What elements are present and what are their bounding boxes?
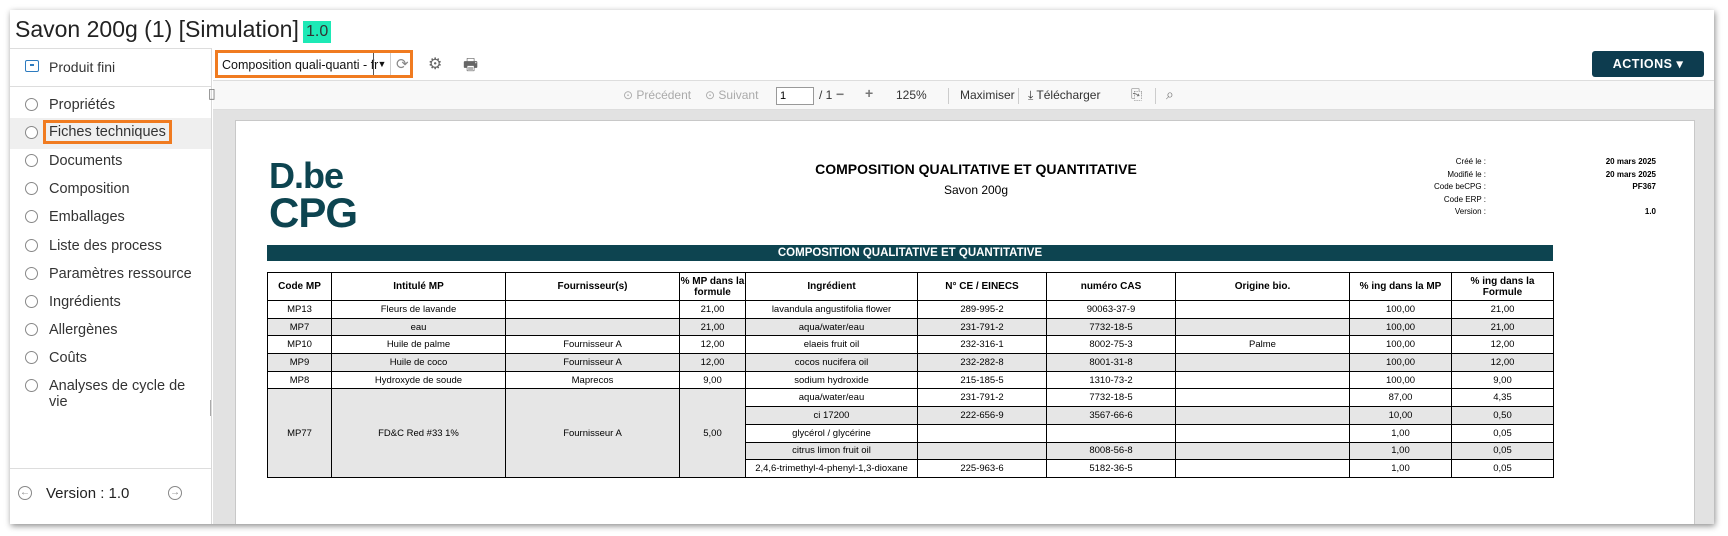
table-header-row [268, 273, 1554, 301]
separator [948, 88, 949, 104]
cell-cas: 7732-18-5 [1047, 318, 1176, 336]
metadata-key: Code ERP : [1443, 194, 1486, 204]
sidebar-item-label: Coûts [49, 349, 87, 366]
maximize-button[interactable]: Maximiser [960, 88, 1015, 102]
column-header: Intitulé MP [332, 273, 506, 301]
cell-ce: 225-963-6 [918, 460, 1047, 478]
metadata-row [1356, 195, 1656, 208]
cell-cas [1047, 424, 1176, 442]
previous-page-button[interactable]: ⊙ Précédent [623, 88, 692, 102]
search-icon[interactable]: ⌕ [1166, 86, 1174, 102]
radio-icon[interactable] [25, 323, 38, 336]
metadata-row [1356, 157, 1656, 170]
gear-icon[interactable]: ⚙ [428, 56, 443, 73]
refresh-icon[interactable]: ⟳ [396, 56, 409, 73]
sidebar-item-label: Paramètres ressource [49, 265, 192, 282]
cell-cas: 8008-56-8 [1047, 442, 1176, 460]
cell-ing: lavandula angustifolia flower [746, 301, 918, 319]
sidebar-item-label: Allergènes [49, 321, 118, 338]
cell-name: Huile de coco [332, 354, 506, 372]
metadata-key: Code beCPG : [1433, 182, 1486, 191]
cell-bio: Palme [1176, 336, 1350, 354]
report-select-value: Composition quali-quanti - fr [222, 58, 379, 72]
cell-cas: 5182-36-5 [1047, 460, 1176, 478]
cell-supplier: Fournisseur A [506, 336, 680, 354]
cell-supplier: Fournisseur A [506, 389, 680, 477]
table-row [268, 301, 1554, 319]
radio-icon[interactable] [25, 182, 38, 195]
separator [1018, 88, 1019, 104]
cell-ce [918, 424, 1047, 442]
cell-ce: 232-282-8 [918, 354, 1047, 372]
sidebar-item[interactable] [10, 202, 211, 233]
cell-ing: aqua/water/eau [746, 389, 918, 407]
metadata-value: PF367 [1632, 182, 1656, 191]
cell-bio [1176, 389, 1350, 407]
sidebar-item-label: Emballages [49, 209, 125, 226]
radio-icon[interactable] [25, 126, 38, 139]
cell-pct-mp: 100,00 [1350, 301, 1452, 319]
logo-line-1: D.be [269, 155, 344, 196]
sidebar-header-label: Produit fini [49, 59, 116, 75]
cell-bio [1176, 424, 1350, 442]
version-badge: 1.0 [303, 21, 331, 43]
radio-icon[interactable] [25, 210, 38, 223]
metadata-key: Créé le : [1455, 157, 1486, 166]
cell-bio [1176, 407, 1350, 425]
cell-pct-mp: 10,00 [1350, 407, 1452, 425]
sidebar-item-label: Analyses de cycle de vie [49, 378, 186, 410]
previous-page-label: Précédent [636, 88, 692, 102]
radio-icon[interactable] [25, 98, 38, 111]
cell-ing: ci 17200 [746, 407, 918, 425]
zoom-out-icon[interactable]: − [836, 86, 845, 102]
cell-cas: 7732-18-5 [1047, 389, 1176, 407]
cell-name: Huile de palme [332, 336, 506, 354]
sidebar-item-label: Fiches techniques [49, 124, 166, 141]
composition-table [267, 272, 1554, 478]
cell-pct-mp: 100,00 [1350, 354, 1452, 372]
metadata-row [1356, 170, 1656, 183]
cell-cas: 1310-73-2 [1047, 371, 1176, 389]
cell-pct-form: 9,00 [1452, 371, 1554, 389]
page-title: Savon 200g (1) [Simulation] [15, 16, 299, 42]
column-header: % ing dans la Formule [1452, 273, 1554, 301]
table-row [268, 318, 1554, 336]
title-bar [10, 10, 1714, 48]
document-viewer[interactable] [213, 110, 1714, 524]
cell-ing: elaeis fruit oil [746, 336, 918, 354]
sidebar [10, 48, 212, 524]
cell-pct: 21,00 [680, 318, 746, 336]
cell-ing: glycérol / glycérine [746, 424, 918, 442]
cell-cas: 3567-66-6 [1047, 407, 1176, 425]
document-page [235, 120, 1695, 524]
sidebar-item-label: Documents [49, 153, 123, 170]
cell-bio [1176, 301, 1350, 319]
cell-supplier: Fournisseur A [506, 354, 680, 372]
table-body [268, 301, 1554, 478]
cell-code: MP10 [268, 336, 332, 354]
radio-icon[interactable] [25, 239, 38, 252]
page-number-input[interactable]: 1 [776, 87, 814, 105]
cell-pct: 21,00 [680, 301, 746, 319]
cell-ing: citrus limon fruit oil [746, 442, 918, 460]
caret-down-icon[interactable]: ▼ [373, 53, 391, 75]
cell-pct-form: 21,00 [1452, 301, 1554, 319]
cell-ce: 231-791-2 [918, 389, 1047, 407]
next-version-icon[interactable]: → [170, 487, 180, 498]
cell-name: eau [332, 318, 506, 336]
cell-ing: cocos nucifera oil [746, 354, 918, 372]
separator [1155, 88, 1156, 104]
report-select[interactable] [215, 50, 413, 78]
next-page-button[interactable]: ⊙ Suivant [705, 88, 759, 102]
column-header: Fournisseur(s) [506, 273, 680, 301]
download-button[interactable]: ⤓ Télécharger [1028, 88, 1101, 102]
cell-code: MP9 [268, 354, 332, 372]
sidebar-footer [10, 468, 211, 524]
page-total: / 1 [819, 88, 833, 102]
cell-supplier: Maprecos [506, 371, 680, 389]
column-header: % MP dans la formule [680, 273, 746, 301]
column-header: % ing dans la MP [1350, 273, 1452, 301]
sidebar-item-label: Propriétés [49, 97, 116, 113]
sidebar-item[interactable] [10, 371, 211, 410]
sidebar-item-label: Composition [49, 181, 130, 198]
cell-ce: 289-995-2 [918, 301, 1047, 319]
toggle-sidebar-icon[interactable]: ▯ [208, 85, 216, 101]
cell-pct-mp: 87,00 [1350, 389, 1452, 407]
cell-pct: 12,00 [680, 354, 746, 372]
previous-version-icon[interactable]: ← [20, 487, 30, 498]
metadata-key: Modifié le : [1447, 169, 1486, 179]
cell-pct-form: 12,00 [1452, 354, 1554, 372]
metadata-value: 20 mars 2025 [1605, 169, 1656, 179]
cell-pct: 9,00 [680, 371, 746, 389]
document-metadata [1356, 157, 1656, 220]
cell-ce: 215-185-5 [918, 371, 1047, 389]
app-window [10, 10, 1714, 524]
sidebar-item[interactable] [10, 146, 211, 177]
sidebar-item[interactable] [10, 231, 211, 262]
metadata-row [1356, 182, 1656, 195]
cell-pct-form: 0,50 [1452, 407, 1554, 425]
sidebar-item-label: Ingrédients [49, 293, 121, 310]
cell-pct-form: 21,00 [1452, 318, 1554, 336]
sidebar-item[interactable] [10, 259, 211, 290]
cell-cas: 8001-31-8 [1047, 354, 1176, 372]
metadata-value: 20 mars 2025 [1605, 157, 1656, 166]
print-icon[interactable]: 🖶 [463, 57, 479, 74]
sidebar-item[interactable] [10, 287, 211, 318]
next-page-label: Suivant [718, 88, 759, 102]
cell-bio [1176, 460, 1350, 478]
cell-pct-mp: 1,00 [1350, 442, 1452, 460]
cell-ing: sodium hydroxide [746, 371, 918, 389]
radio-icon[interactable] [25, 379, 38, 392]
sidebar-header[interactable] [10, 49, 211, 87]
sidebar-item[interactable] [10, 174, 211, 205]
sidebar-item[interactable] [10, 343, 211, 374]
radio-icon[interactable] [25, 267, 38, 280]
version-label: Version : 1.0 [46, 485, 130, 502]
cell-pct-mp: 100,00 [1350, 371, 1452, 389]
sidebar-item-label: Liste des process [49, 237, 162, 254]
cell-pct-form: 0,05 [1452, 460, 1554, 478]
cell-ce [918, 442, 1047, 460]
metadata-value: 1.0 [1644, 207, 1656, 216]
cell-ing: 2,4,6-trimethyl-4-phenyl-1,3-dioxane [746, 460, 918, 478]
metadata-row [1356, 207, 1656, 220]
sidebar-item[interactable] [10, 118, 211, 149]
cell-supplier [506, 301, 680, 319]
cell-pct-form: 0,05 [1452, 424, 1554, 442]
cell-name: Fleurs de lavande [332, 301, 506, 319]
cell-pct: 5,00 [680, 389, 746, 477]
cell-ce: 231-791-2 [918, 318, 1047, 336]
logo-line-2: CPG [269, 189, 358, 236]
radio-icon[interactable] [25, 351, 38, 364]
product-icon [25, 60, 39, 72]
cell-ing: aqua/water/eau [746, 318, 918, 336]
sidebar-item[interactable] [10, 90, 211, 121]
table-row [268, 371, 1554, 389]
cell-pct-form: 12,00 [1452, 336, 1554, 354]
download-label: Télécharger [1036, 88, 1101, 102]
cell-cas: 90063-37-9 [1047, 301, 1176, 319]
cell-pct-form: 0,05 [1452, 442, 1554, 460]
cell-name: Hydroxyde de soude [332, 371, 506, 389]
cell-pct-mp: 1,00 [1350, 460, 1452, 478]
cell-pct-form: 4,35 [1452, 389, 1554, 407]
cell-bio [1176, 442, 1350, 460]
cell-ce: 232-316-1 [918, 336, 1047, 354]
cell-pct-mp: 100,00 [1350, 318, 1452, 336]
cell-pct-mp: 100,00 [1350, 336, 1452, 354]
sidebar-item[interactable] [10, 315, 211, 346]
radio-icon[interactable] [25, 154, 38, 167]
column-header: Code MP [268, 273, 332, 301]
column-header: N° CE / EINECS [918, 273, 1047, 301]
cell-supplier [506, 318, 680, 336]
attachment-icon[interactable]: ⎘ [1131, 86, 1143, 102]
cell-bio [1176, 354, 1350, 372]
cell-pct: 12,00 [680, 336, 746, 354]
table-row [268, 389, 1554, 407]
cell-code: MP77 [268, 389, 332, 477]
pdf-viewer-toolbar [208, 80, 1714, 110]
zoom-level[interactable]: 125% [896, 88, 927, 102]
cell-cas: 8002-75-3 [1047, 336, 1176, 354]
table-row [268, 354, 1554, 372]
section-band: COMPOSITION QUALITATIVE ET QUANTITATIVE [267, 245, 1553, 261]
toolbar [213, 48, 1714, 80]
cell-ce: 222-656-9 [918, 407, 1047, 425]
cell-code: MP13 [268, 301, 332, 319]
cell-name: FD&C Red #33 1% [332, 389, 506, 477]
zoom-in-icon[interactable]: + [865, 85, 874, 101]
column-header: numéro CAS [1047, 273, 1176, 301]
cell-bio [1176, 371, 1350, 389]
radio-icon[interactable] [25, 295, 38, 308]
column-header: Origine bio. [1176, 273, 1350, 301]
column-header: Ingrédient [746, 273, 918, 301]
document-title: COMPOSITION QUALITATIVE ET QUANTITATIVE [815, 161, 1137, 177]
actions-button[interactable]: ACTIONS ▾ [1592, 51, 1704, 77]
metadata-key: Version : [1454, 207, 1486, 216]
cell-bio [1176, 318, 1350, 336]
cell-code: MP8 [268, 371, 332, 389]
cell-pct-mp: 1,00 [1350, 424, 1452, 442]
document-subtitle: Savon 200g [943, 183, 1009, 197]
table-row [268, 336, 1554, 354]
cell-code: MP7 [268, 318, 332, 336]
